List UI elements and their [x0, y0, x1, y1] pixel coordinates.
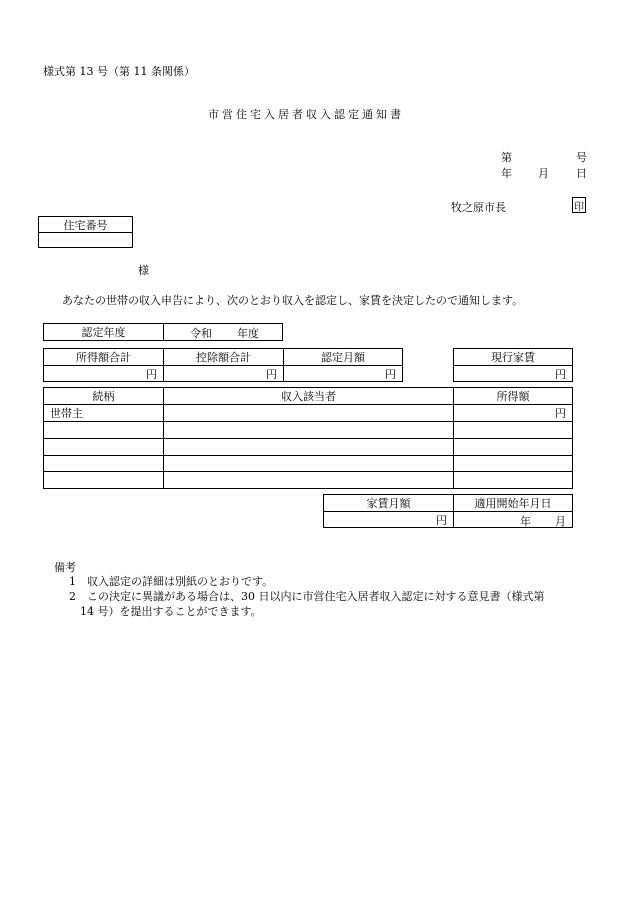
year-box [43, 323, 283, 341]
current-rent-unit: 円 [454, 366, 573, 382]
members-row-1-relation: 世帯主 [44, 405, 164, 422]
income-monthly-unit: 円 [284, 366, 403, 382]
rent-table [323, 494, 573, 528]
doc-number-suffix: 号 [576, 151, 587, 164]
year-suffix: 年度 [237, 327, 259, 340]
members-row-3-income [454, 439, 573, 456]
page-title: 市営住宅入居者収入認定通知書 [208, 108, 404, 121]
date-day: 日 [576, 167, 587, 180]
members-row-2-income [454, 422, 573, 439]
members-row-1-person [164, 405, 454, 422]
income-header-total: 所得額合計 [44, 349, 164, 366]
members-row-2-person [164, 422, 454, 439]
seal-stamp: 印 [572, 197, 586, 213]
income-deduction-unit: 円 [164, 366, 284, 382]
form-label: 様式第 13 号（第 11 条関係） [43, 65, 195, 78]
members-header-income: 所得額 [454, 388, 573, 405]
rent-start-year: 年 [520, 515, 531, 528]
housing-number-box [38, 216, 133, 248]
members-row-4-relation [44, 456, 164, 472]
members-row-3-person [164, 439, 454, 456]
current-rent-table [453, 348, 573, 382]
rent-start-date [454, 512, 573, 528]
members-row-5-relation [44, 472, 164, 489]
rent-monthly-unit: 円 [324, 512, 454, 528]
members-row-2-relation [44, 422, 164, 439]
income-table [43, 348, 403, 382]
date-month: 月 [538, 167, 549, 180]
rent-header-start: 適用開始年月日 [454, 495, 573, 512]
housing-number-label: 住宅番号 [39, 217, 132, 233]
members-header-relation: 続柄 [44, 388, 164, 405]
notes-heading: 備考 [54, 561, 76, 574]
members-header-person: 収入該当者 [164, 388, 454, 405]
income-header-monthly: 認定月額 [284, 349, 403, 366]
members-row-3-relation [44, 439, 164, 456]
date-year: 年 [501, 167, 512, 180]
members-row-5-income [454, 472, 573, 489]
income-total-unit: 円 [44, 366, 164, 382]
members-table [43, 387, 573, 489]
note-item-2: 2 この決定に異議がある場合は、30 日以内に市営住宅入居者収入認定に対する意見書（様式第 [69, 590, 545, 603]
note-item-1: 1 収入認定の詳細は別紙のとおりです。 [69, 575, 274, 588]
rent-start-month: 月 [555, 515, 566, 528]
current-rent-label: 現行家賃 [454, 349, 573, 366]
honorific: 様 [138, 264, 149, 277]
doc-number-prefix: 第 [501, 151, 512, 164]
members-row-1-unit: 円 [454, 405, 573, 422]
intro-text: あなたの世帯の収入申告により、次のとおり収入を認定し、家賃を決定したので通知します。 [62, 294, 524, 307]
members-row-4-income [454, 456, 573, 472]
income-header-deduction: 控除額合計 [164, 349, 284, 366]
issuer-name: 牧之原市長 [451, 201, 506, 214]
members-row-5-person [164, 472, 454, 489]
note-item-2-continued: 14 号）を提出することができます。 [80, 605, 262, 618]
members-row-4-person [164, 456, 454, 472]
year-label: 認定年度 [44, 324, 164, 340]
year-era: 令和 [190, 327, 212, 340]
rent-header-monthly: 家賃月額 [324, 495, 454, 512]
